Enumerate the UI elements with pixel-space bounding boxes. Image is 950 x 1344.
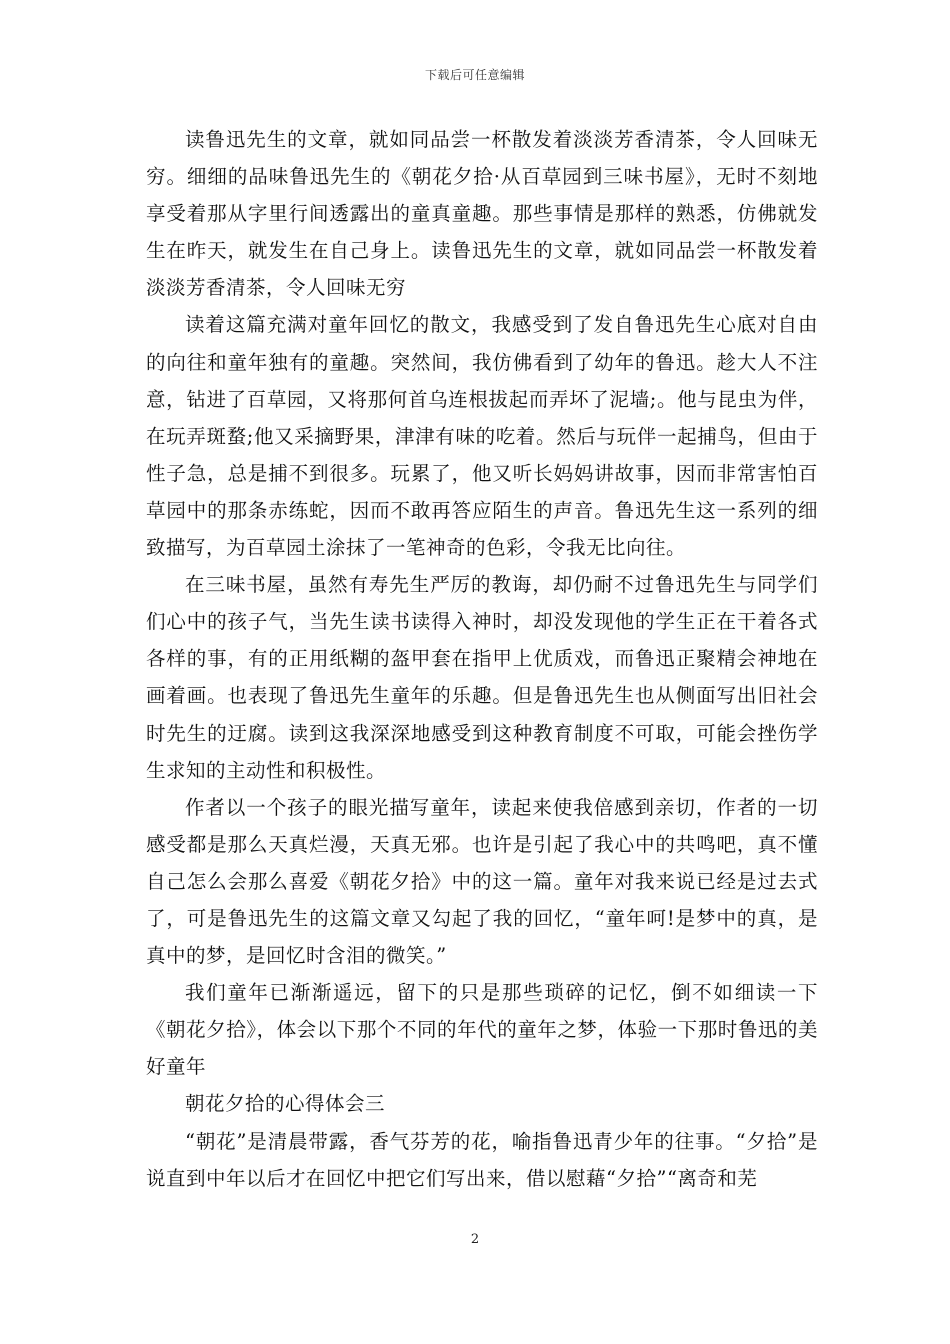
paragraph-1: 读鲁迅先生的文章，就如同品尝一杯散发着淡淡芳香清茶，令人回味无穷。细细的品味鲁迅先生的《朝花夕拾·从百草园到三味书屋》，无时不刻地享受着那从字里行间透露出的童真童趣。那些事情是那样的熟悉，仿佛就发生在昨天，就发生在自己身上。读鲁迅先生的文章，就如同品尝一杯散发着淡淡芳香清茶，令人回味无穷 (146, 128, 818, 300)
paragraph-2: 读着这篇充满对童年回忆的散文，我感受到了发自鲁迅先生心底对自由的向往和童年独有的童趣。突然间，我仿佛看到了幼年的鲁迅。趁大人不注意，钻进了百草园，又将那何首乌连根拔起而弄坏了泥墙;。他与昆虫为伴，在玩弄斑蝥;他又采摘野果，津津有味的吃着。然后与玩伴一起捕鸟，但由于性子急，总是捕不到很多。玩累了，他又听长妈妈讲故事，因而非常害怕百草园中的那条赤练蛇，因而不敢再答应陌生的声音。鲁迅先生这一系列的细致描写，为百草园土涂抹了一笔神奇的色彩，令我无比向往。 (146, 313, 818, 560)
section-heading: 朝花夕拾的心得体会三 (185, 1092, 386, 1116)
document-body (146, 121, 818, 1197)
paragraph-5: 我们童年已渐渐遥远，留下的只是那些琐碎的记忆，倒不如细读一下《朝花夕拾》，体会以下那个不同的年代的童年之梦，体验一下那时鲁迅的美好童年 (146, 981, 818, 1079)
paragraph-3: 在三味书屋，虽然有寿先生严厉的教诲，却仍耐不过鲁迅先生与同学们们心中的孩子气，当先生读书读得入神时，却没发现他的学生正在干着各式各样的事，有的正用纸糊的盔甲套在指甲上优质戏，而鲁迅正聚精会神地在画着画。也表现了鲁迅先生童年的乐趣。但是鲁迅先生也从侧面写出旧社会时先生的迂腐。读到这我深深地感受到这种教育制度不可取，可能会挫伤学生求知的主动性和积极性。 (146, 573, 818, 782)
page-header: 下载后可任意编辑 (424, 68, 525, 82)
page-number: 2 (470, 1232, 480, 1247)
paragraph-6: “朝花”是清晨带露，香气芬芳的花，喻指鲁迅青少年的往事。“夕拾”是说直到中年以后才在回忆中把它们写出来，借以慰藉“夕拾”“离奇和芜 (146, 1129, 818, 1190)
paragraph-4: 作者以一个孩子的眼光描写童年，读起来使我倍感到亲切，作者的一切感受都是那么天真烂漫，天真无邪。也许是引起了我心中的共鸣吧，真不懂自己怎么会那么喜爱《朝花夕拾》中的这一篇。童年对我来说已经是过去式了，可是鲁迅先生的这篇文章又勾起了我的回忆，“童年呵!是梦中的真，是真中的梦，是回忆时含泪的微笑。” (146, 795, 818, 968)
